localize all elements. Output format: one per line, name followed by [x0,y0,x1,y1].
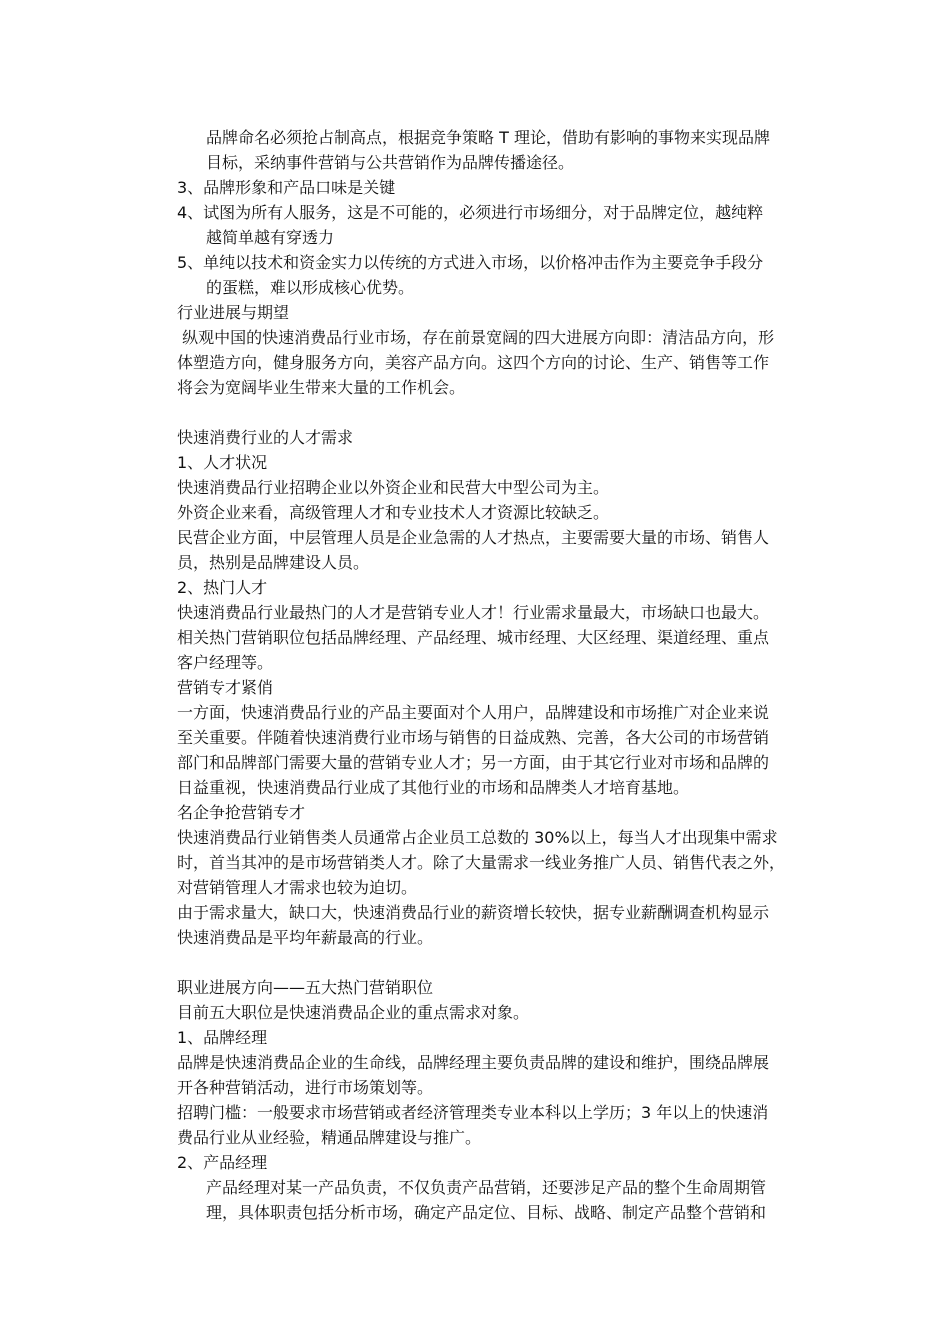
text-line: 理，具体职责包括分析市场，确定产品定位、目标、战略、制定产品整个营销和 [206,1203,767,1222]
section-heading: 名企争抢营销专才 [177,803,306,822]
text-line: 一方面，快速消费品行业的产品主要面对个人用户，品牌建设和市场推广对企业来说 [177,703,770,722]
list-item: 1、品牌经理 [177,1028,268,1047]
text-line: 相关热门营销职位包括品牌经理、产品经理、城市经理、大区经理、渠道经理、重点 [177,628,770,647]
text-line: 民营企业方面，中层管理人员是企业急需的人才热点，主要需要大量的市场、销售人 [177,528,770,547]
text-line: 日益重视，快速消费品行业成了其他行业的市场和品牌类人才培育基地。 [177,778,690,797]
text-line: 快速消费品行业销售类人员通常占企业员工总数的 30%以上，每当人才出现集中需求 [177,828,778,847]
text-line: 快速消费品是平均年薪最高的行业。 [177,928,434,947]
list-item: 5、单纯以技术和资金实力以传统的方式进入市场，以价格冲击作为主要竞争手段分 [177,253,764,272]
list-item: 1、人才状况 [177,453,268,472]
text-line: 产品经理对某一产品负责，不仅负责产品营销，还要涉足产品的整个生命周期管 [206,1178,767,1197]
text-line: 体塑造方向，健身服务方向，美容产品方向。这四个方向的讨论、生产、销售等工作 [177,353,770,372]
text-line: 将会为宽阔毕业生带来大量的工作机会。 [177,378,466,397]
text-line: 的蛋糕，难以形成核心优势。 [206,278,415,297]
text-line: 部门和品牌部门需要大量的营销专业人才；另一方面，由于其它行业对市场和品牌的 [177,753,770,772]
section-heading: 行业进展与期望 [177,303,290,322]
text-line: 费品行业从业经验，精通品牌建设与推广。 [177,1128,482,1147]
text-line: 客户经理等。 [177,653,274,672]
section-heading: 职业进展方向——五大热门营销职位 [177,978,434,997]
text-line: 开各种营销活动，进行市场策划等。 [177,1078,434,1097]
text-line: 品牌命名必须抢占制高点，根据竞争策略 T 理论，借助有影响的事物来实现品牌 [206,128,770,147]
text-line: 员，热别是品牌建设人员。 [177,553,370,572]
text-line: 快速消费品行业招聘企业以外资企业和民营大中型公司为主。 [177,478,610,497]
section-heading: 快速消费行业的人才需求 [177,428,354,447]
text-line: 招聘门槛：一般要求市场营销或者经济管理类专业本科以上学历；3 年以上的快速消 [177,1103,769,1122]
text-line: 对营销管理人才需求也较为迫切。 [177,878,418,897]
text-line: 目标，采纳事件营销与公共营销作为品牌传播途径。 [206,153,575,172]
list-item: 4、试图为所有人服务，这是不可能的，必须进行市场细分，对于品牌定位，越纯粹 [177,203,764,222]
section-heading: 营销专才紧俏 [177,678,274,697]
text-line: 越简单越有穿透力 [206,228,335,247]
text-line: 快速消费品行业最热门的人才是营销专业人才！行业需求量最大，市场缺口也最大。 [177,603,770,622]
text-line: 至关重要。伴随着快速消费行业市场与销售的日益成熟、完善，各大公司的市场营销 [177,728,770,747]
list-item: 3、品牌形象和产品口味是关键 [177,178,396,197]
list-item: 2、热门人才 [177,578,268,597]
text-line: 时，首当其冲的是市场营销类人才。除了大量需求一线业务推广人员、销售代表之外， [177,853,786,872]
list-item: 2、产品经理 [177,1153,268,1172]
text-line: 目前五大职位是快速消费品企业的重点需求对象。 [177,1003,530,1022]
text-line: 品牌是快速消费品企业的生命线，品牌经理主要负责品牌的建设和维护，围绕品牌展 [177,1053,770,1072]
text-line: 纵观中国的快速消费品行业市场，存在前景宽阔的四大进展方向即：清洁品方向，形 [177,328,775,347]
text-line: 由于需求量大，缺口大，快速消费品行业的薪资增长较快，据专业薪酬调查机构显示 [177,903,770,922]
text-line: 外资企业来看，高级管理人才和专业技术人才资源比较缺乏。 [177,503,610,522]
